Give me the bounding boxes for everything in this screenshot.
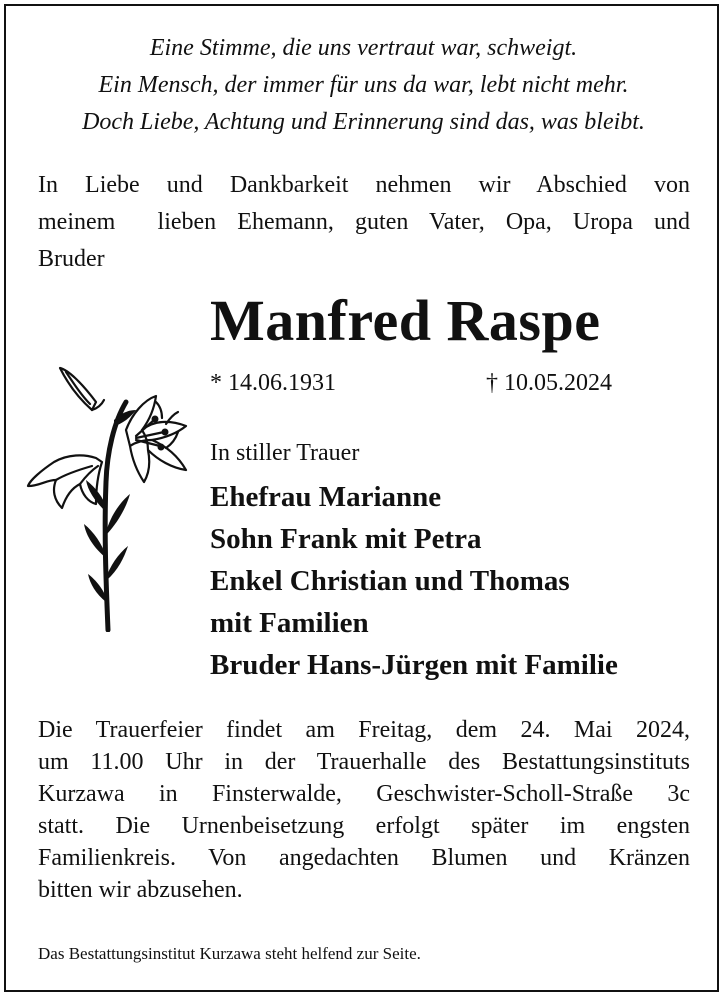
intro-line: meinem lieben Ehemann, guten Vater, Opa, Uropa und: [38, 209, 690, 235]
mourner-entry: Enkel Christian und Thomas: [210, 565, 570, 597]
birth-date: * 14.06.1931: [210, 370, 336, 396]
mourner-entry: mit Familien: [210, 607, 369, 639]
poem-line: Ein Mensch, der immer für uns da war, lebt nicht mehr.: [98, 72, 629, 98]
lily-flower-icon: [26, 362, 196, 632]
memorial-poem: [20, 30, 707, 141]
service-line: Kurzawa in Finsterwalde, Geschwister-Scholl-Straße 3c: [38, 781, 690, 807]
service-line: Die Trauerfeier findet am Freitag, dem 24. Mai 2024,: [38, 717, 690, 743]
poem-line: Eine Stimme, die uns vertraut war, schweigt.: [149, 35, 578, 61]
farewell-intro: [38, 167, 690, 278]
mourners-list: [210, 476, 618, 686]
service-line: Familienkreis. Von angedachten Blumen und Kränzen: [38, 845, 690, 871]
service-line: statt. Die Urnenbeisetzung erfolgt später im engsten: [38, 813, 690, 839]
mourner-entry: Bruder Hans-Jürgen mit Familie: [210, 649, 618, 681]
service-line: bitten wir abzusehen.: [38, 877, 243, 903]
deceased-name: Manfred Raspe: [210, 288, 601, 353]
mourning-label: In stiller Trauer: [210, 440, 360, 466]
intro-line: In Liebe und Dankbarkeit nehmen wir Abschied von: [38, 172, 690, 198]
death-date: † 10.05.2024: [486, 370, 612, 396]
poem-line: Doch Liebe, Achtung und Erinnerung sind das, was bleibt.: [82, 109, 645, 135]
intro-line: Bruder: [38, 246, 105, 272]
mourner-entry: Sohn Frank mit Petra: [210, 523, 482, 555]
funeral-home-note: Das Bestattungsinstitut Kurzawa steht helfend zur Seite.: [38, 944, 421, 963]
mourner-entry: Ehefrau Marianne: [210, 481, 442, 513]
service-line: um 11.00 Uhr in der Trauerhalle des Bestattungsinstituts: [38, 749, 690, 775]
funeral-service-details: [38, 714, 690, 906]
